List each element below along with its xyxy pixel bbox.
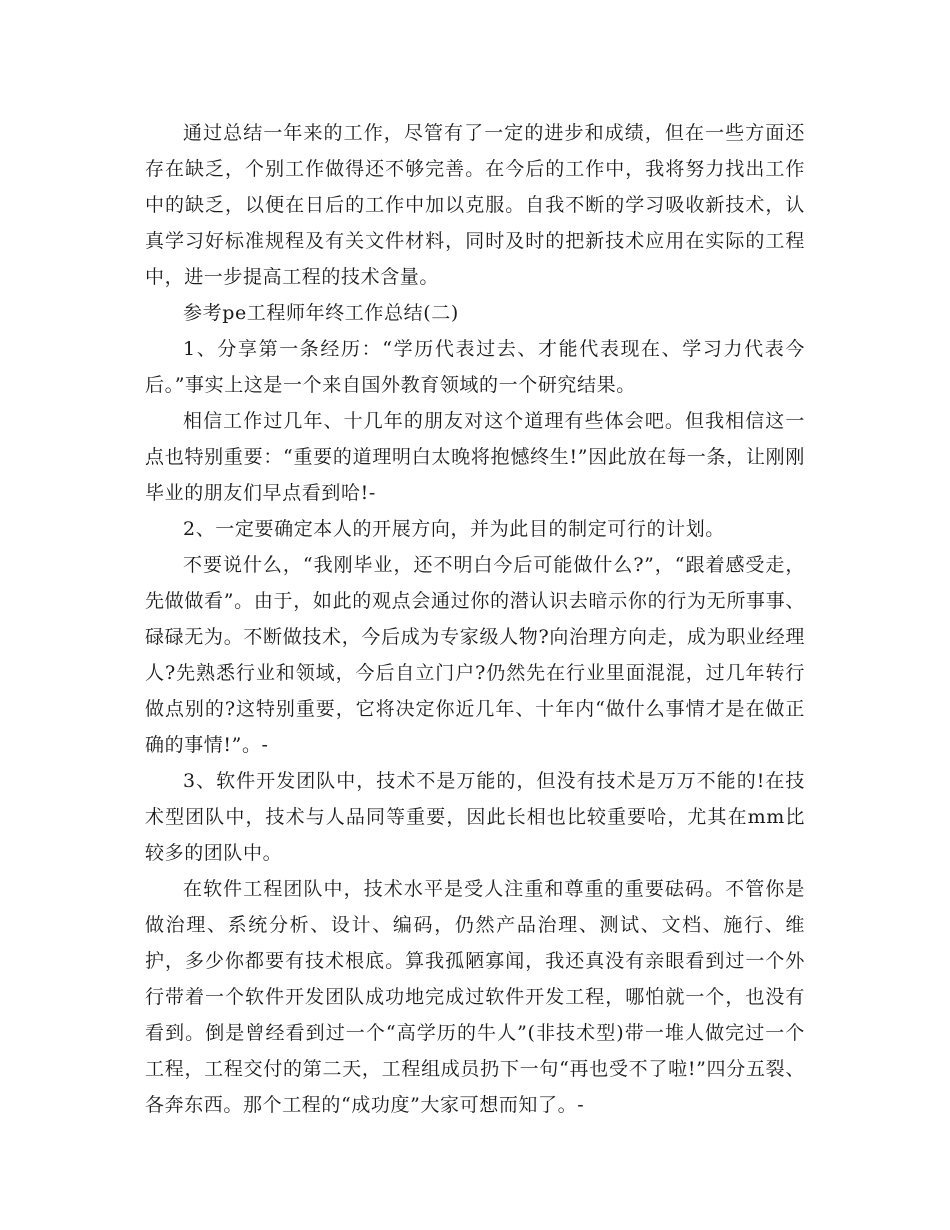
paragraph-item-3-detail: 在软件工程团队中，技术水平是受人注重和尊重的重要砝码。不管你是做治理、系统分析、设计、编码，仍然产品治理、测试、文档、施行、维护，多少你都要有技术根底。算我孤陋寡闻，我还真没有亲眼看到过一个外行带着一个软件开发团队成功地完成过软件开发工程，哪怕就一个，也没有看到。倒是曾经看到过一个“高学历的牛人”(非技术型)带一堆人做完过一个工程，工程交付的第二天，工程组成员扔下一句“再也受不了啦!”四分五裂、各奔东西。那个工程的“成功度”大家可想而知了。- (145, 878, 805, 1116)
paragraph-item-1: 1、分享第一条经历：“学历代表过去、才能代表现在、学习力代表今后。”事实上这是一个来自国外教育领域的一个研究结果。 (145, 338, 805, 396)
paragraph-summary: 通过总结一年来的工作，尽管有了一定的进步和成绩，但在一些方面还存在缺乏，个别工作做得还不够完善。在今后的工作中，我将努力找出工作中的缺乏，以便在日后的工作中加以克服。自我不断的学习吸收新技术，认真学习好标准规程及有关文件材料，同时及时的把新技术应用在实际的工程中，进一步提高工程的技术含量。 (145, 122, 805, 288)
paragraph-section-heading: 参考pe工程师年终工作总结(二) (183, 302, 459, 324)
document-page (145, 115, 805, 1123)
paragraph-item-2-detail: 不要说什么，“我刚毕业，还不明白今后可能做什么?”，“跟着感受走，先做做看”。由于，如此的观点会通过你的潜认识去暗示你的行为无所事事、碌碌无为。不断做技术，今后成为专家级人物?向治理方向走，成为职业经理人?先熟悉行业和领域，今后自立门户?仍然先在行业里面混混，过几年转行做点别的?这特别重要，它将决定你近几年、十年内“做什么事情才是在做正确的事情!”。- (145, 554, 805, 756)
paragraph-item-2: 2、一定要确定本人的开展方向，并为此目的制定可行的计划。 (183, 518, 725, 540)
paragraph-item-1-detail: 相信工作过几年、十几年的朋友对这个道理有些体会吧。但我相信这一点也特别重要：“重要的道理明白太晚将抱憾终生!”因此放在每一条，让刚刚毕业的朋友们早点看到哈!- (145, 410, 805, 504)
paragraph-item-3: 3、软件开发团队中，技术不是万能的，但没有技术是万万不能的!在技术型团队中，技术与人品同等重要，因此长相也比较重要哈，尤其在mm比较多的团队中。 (145, 770, 805, 864)
